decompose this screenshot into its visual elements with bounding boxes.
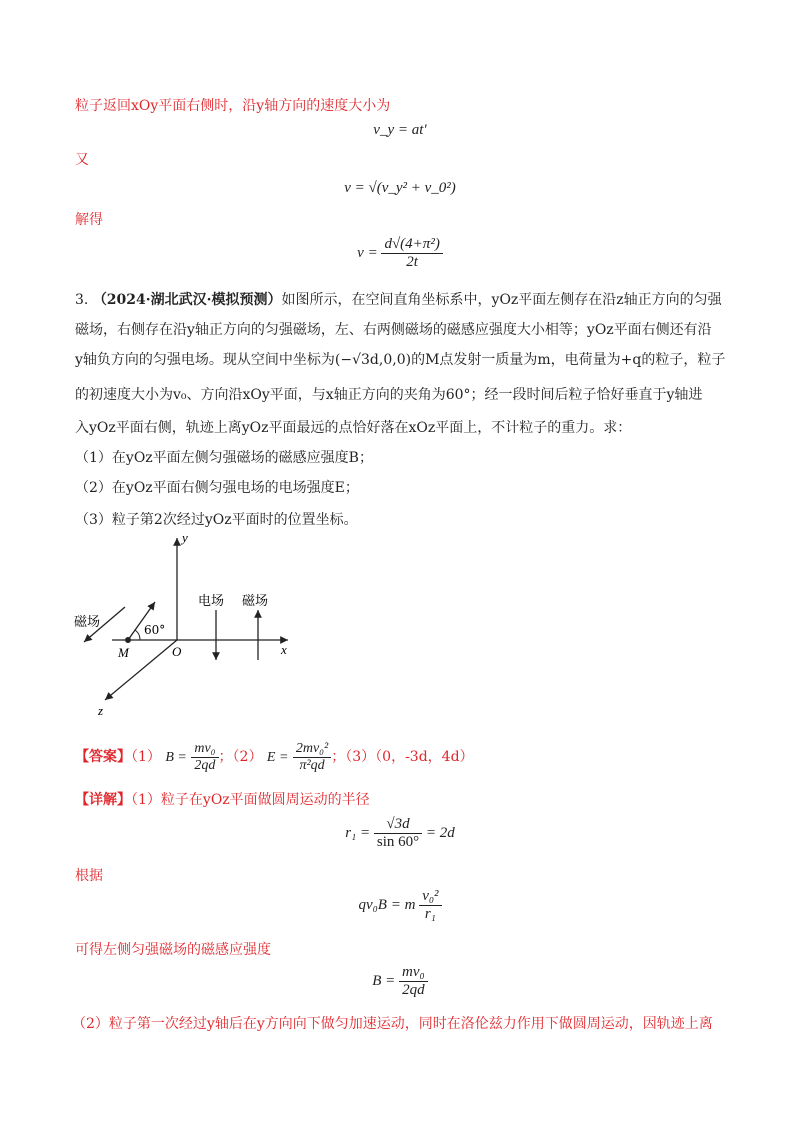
fraction (381, 236, 442, 271)
fraction-den: r₁ (424, 906, 436, 922)
eq-lhs: B = (372, 972, 396, 989)
equation-b (0, 964, 800, 999)
fraction-den: 2t (406, 254, 418, 270)
problem-text: 入yOz平面右侧，轨迹上离yOz平面最远的点恰好落在xOz平面上，不计粒子的重力。求： (75, 420, 632, 436)
answer-b-fraction (191, 741, 218, 774)
eq-lhs: v = (357, 244, 378, 261)
label-y: y (182, 530, 188, 545)
fraction-den: 2qd (194, 757, 216, 773)
fraction-num: √3d (374, 816, 422, 834)
point-m (125, 637, 131, 643)
fraction-num: mv₀ (191, 741, 218, 758)
z-axis (105, 640, 177, 700)
label-z: z (98, 703, 104, 718)
equation-v: v = √(v_y² + v_0²) (344, 180, 456, 196)
coordinate-diagram (60, 530, 310, 730)
fraction-den: π²qd (299, 757, 325, 773)
fraction (374, 816, 422, 851)
label-right-field: 磁场 (242, 594, 269, 609)
text-line: 可得左侧匀强磁场的磁感应强度 (75, 942, 271, 958)
problem-text: y轴负方向的匀强电场。现从空间中坐标为(−√3d,0,0)的M点发射一质量为m，电荷量为+q的粒子，粒子 (75, 352, 726, 368)
answer-b-lhs: B = (165, 750, 187, 765)
answer-e-lhs: E = (266, 750, 289, 765)
label-efield: 电场 (198, 594, 225, 609)
eq-lhs: r₁ = (345, 824, 371, 841)
problem-text: 如图所示，在空间直角坐标系中，yOz平面左侧存在沿z轴正方向的匀强 (281, 292, 722, 308)
angle-arc (135, 630, 140, 640)
text-line: 粒子返回xOy平面右侧时，沿y轴方向的速度大小为 (75, 98, 391, 114)
answer-line (75, 740, 474, 775)
eq-rhs: = 2d (425, 824, 455, 841)
answer-pre: （1） (131, 749, 161, 765)
label-m: M (118, 645, 129, 660)
equation-v-result (0, 236, 800, 271)
detail-text: （1）粒子在yOz平面做圆周运动的半径 (131, 792, 370, 808)
fraction-num: 2mv₀² (293, 741, 331, 758)
problem-text: 磁场，右侧存在沿y轴正方向的匀强磁场，左、右两侧磁场的磁感应强度大小相等；yOz平面右侧还有沿 (75, 322, 712, 338)
equation-lorentz (0, 888, 800, 923)
question-1: （1）在yOz平面左侧匀强磁场的磁感应强度B； (75, 450, 373, 466)
text-line: （2）粒子第一次经过y轴后在y方向向下做匀加速运动，同时在洛伦兹力作用下做圆周运动，因轨迹上离 (72, 1016, 713, 1032)
eq-lhs: qv₀B = m (358, 896, 416, 913)
label-angle: 60° (144, 623, 166, 637)
problem-first-line (75, 290, 722, 310)
text-line: 又 (75, 152, 89, 168)
label-x: x (281, 642, 287, 657)
answer-tag: 【答案】 (75, 749, 131, 765)
fraction-num: v₀² (419, 888, 441, 906)
detail-tag: 【详解】 (75, 792, 131, 808)
label-left-field: 磁场 (74, 615, 101, 630)
text-line: 根据 (75, 868, 103, 884)
text-line: 解得 (75, 212, 103, 228)
equation-vy: v_y = at′ (373, 122, 427, 138)
question-3: （3）粒子第2次经过yOz平面时的位置坐标。 (75, 512, 358, 528)
question-2: （2）在yOz平面右侧匀强电场的电场强度E； (75, 480, 359, 496)
problem-text: 的初速度大小为v₀、方向沿xOy平面，与x轴正方向的夹角为60°；经一段时间后粒子恰好垂直于y轴进 (75, 387, 703, 403)
problem-source: （2024·湖北武汉·模拟预测） (92, 292, 282, 308)
detail-line (75, 790, 370, 810)
fraction-num: d√(4+π²) (381, 236, 442, 254)
answer-e-fraction (293, 741, 331, 774)
fraction-den: 2qd (402, 982, 425, 998)
answer-pre: ；（2） (218, 749, 263, 765)
fraction-den: sin 60° (376, 834, 420, 850)
fraction (419, 888, 441, 923)
fraction (399, 964, 428, 999)
equation-r1 (0, 816, 800, 851)
fraction-num: mv₀ (399, 964, 428, 982)
problem-number: 3. (75, 292, 89, 308)
answer-3: ；（3）（0，-3d，4d） (331, 749, 474, 765)
label-o: O (172, 644, 182, 659)
